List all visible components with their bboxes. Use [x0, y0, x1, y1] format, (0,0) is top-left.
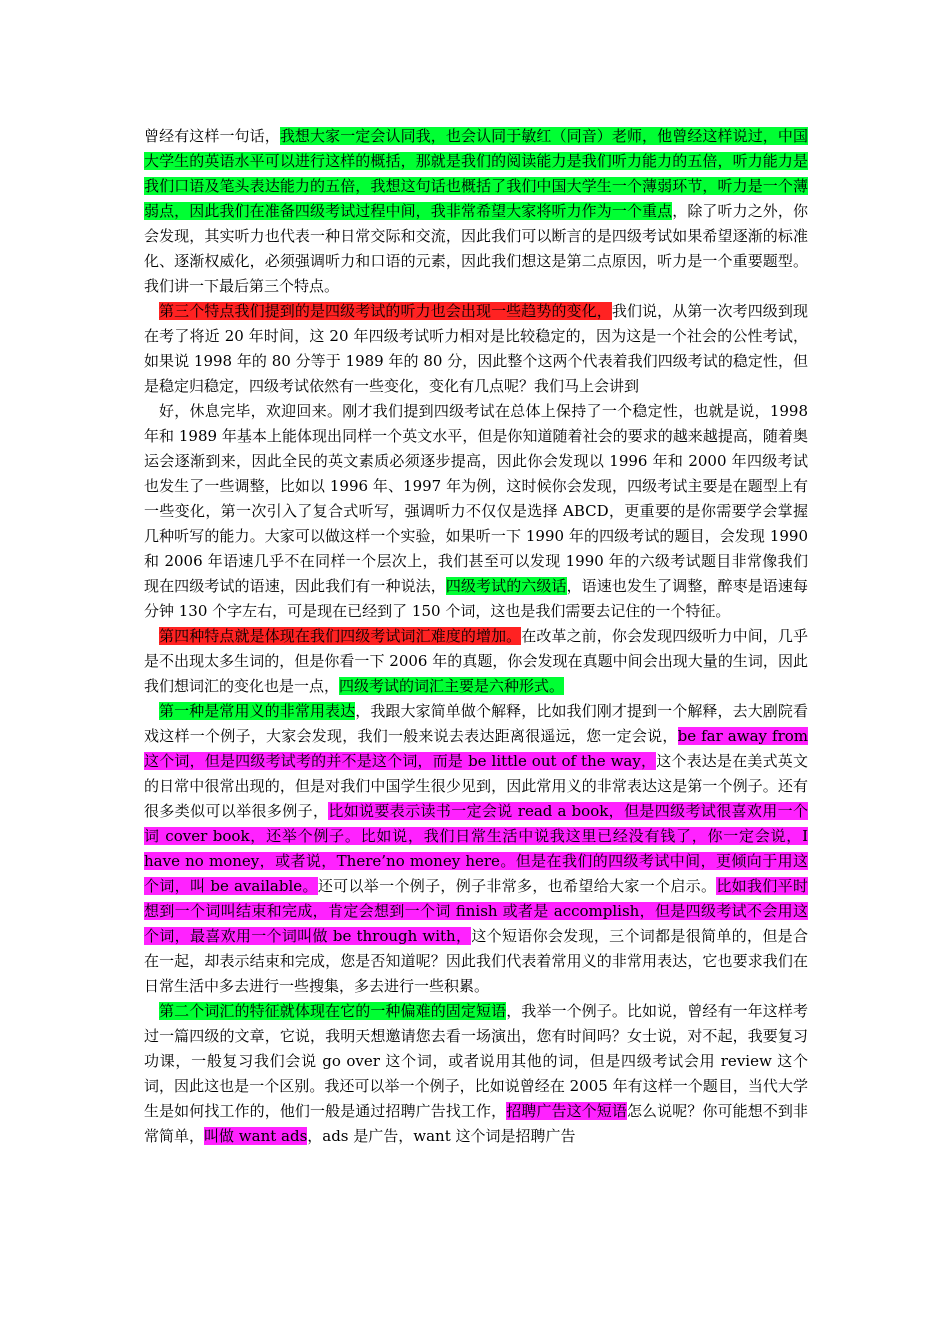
paragraph-3 — [144, 399, 808, 624]
highlighted-text-green: 我想大家一定会认同我，也会认同于敏红（同音）老师，他曾经这样说过，中国大学生的英语水平可以进行这样的概括，那就是我们的阅读能力是我们听力能力的五倍，听力能力是我们口语及笔头表达能力的五倍，我想这句话也概括了我们中国大学生一个薄弱环节，听力是一个薄弱点，因此我们在准备四级考试过程中间，我非常希望大家将听力作为一个重点 — [144, 127, 808, 220]
text-segment: ，语速也发生了调整，醉枣是语速每分钟 130 个字左右，可是现在已经到了 150 个词，这也是我们需要去记住的一个特征。 — [144, 577, 808, 620]
highlighted-text-pink: 比如说要表示读书一定会说 read a book，但是四级考试很喜欢用一个词 cover book，还举个例子。比如说，我们日常生活中说我这里已经没有钱了，你一定会说，I have no money，或者说，There’no money here。但是在我们的四级考试中间，更倾向于用这个词，叫 be available。 — [144, 802, 808, 895]
text-segment: 好，休息完毕，欢迎回来。刚才我们提到四级考试在总体上保持了一个稳定性，也就是说，1998 年和 1989 年基本上能体现出同样一个英文水平，但是你知道随着社会的要求的越来越提高，随着奥运会逐渐到来，因此全民的英文素质必须逐步提高，因此你会发现以 1996 年和 2000 年四级考试也发生了一些调整，比如以 1996 年、1997 年为例，这时候你会发现，四级考试主要是在题型上有一些变化，第一次引入了复合式听写，强调听力不仅仅是选择 ABCD，更重要的是你需要学会掌握几种听写的能力。大家可以做这样一个实验，如果听一下 1990 年的四级考试的题目，会发现 1990 和 2006 年语速几乎不在同样一个层次上，我们甚至可以发现 1990 年的六级考试题目非常像我们现在四级考试的语速，因此我们有一种说法， — [144, 402, 808, 595]
text-segment: 这个表达是在美式英文的日常中很常出现的，但是对我们中国学生很少见到，因此常用义的非常表达这是第一个例子。还有很多类似可以举很多例子， — [144, 752, 808, 820]
paragraph-5 — [144, 699, 808, 999]
highlighted-text-pink: 比如我们平时想到一个词叫结束和完成，肯定会想到一个词 finish 或者是 accomplish，但是四级考试不会用这个词，最喜欢用一个词叫做 be through with， — [144, 877, 808, 945]
text-segment: 这个短语你会发现，三个词都是很简单的，但是合在一起，却表示结束和完成，您是否知道呢？因此我们代表着常用义的非常用表达，它也要求我们在日常生活中多去进行一些搜集，多去进行一些积累。 — [144, 927, 808, 995]
text-segment: ，我举一个例子。比如说，曾经有一年这样考过一篇四级的文章，它说，我明天想邀请您去看一场演出，您有时间吗？女士说，对不起，我要复习功课，一般复习我们会说 go over 这个词，或者说用其他的词，但是四级考试会用 review 这个词，因此这也是一个区别。我还可以举一个例子，比如说曾经在 2005 年有这样一个题目，当代大学生是如何找工作的，他们一般是通过招聘广告找工作， — [144, 1002, 808, 1120]
text-segment: 还可以举一个例子，例子非常多，也希望给大家一个启示。 — [317, 877, 717, 895]
paragraph-2 — [144, 299, 808, 399]
highlighted-text-green: 四级考试的六级话 — [445, 577, 567, 595]
text-segment: 曾经有这样一句话， — [144, 127, 280, 145]
text-segment: 在改革之前，你会发现四级听力中间，几乎是不出现太多生词的，但是你看一下 2006 年的真题，你会发现在真题中间会出现大量的生词，因此我们想词汇的变化也是一点， — [144, 627, 808, 695]
paragraph-4 — [144, 624, 808, 699]
text-segment: 怎么说呢？你可能想不到非常简单， — [144, 1102, 808, 1145]
highlighted-text-pink: be far away from 这个词，但是四级考试考的并不是这个词，而是 be little out of the way， — [144, 727, 808, 770]
paragraph-1 — [144, 124, 808, 299]
highlighted-text-green: 四级考试的词汇主要是六种形式。 — [339, 677, 565, 695]
text-segment: ，我跟大家简单做个解释，比如我们刚才提到一个解释，去大剧院看戏这样一个例子，大家会发现，我们一般来说去表达距离很遥远，您一定会说， — [144, 702, 808, 745]
text-segment: 我们说，从第一次考四级到现在考了将近 20 年时间，这 20 年四级考试听力相对是比较稳定的，因为这是一个社会的公性考试，如果说 1998 年的 80 分等于 1989 年的 80 分，因此整个这两个代表着我们四级考试的稳定性，但是稳定归稳定，四级考试依然有一些变化，变化有几点呢？我们马上会讲到 — [144, 302, 808, 395]
highlighted-text-pink: 招聘广告这个短语 — [506, 1102, 627, 1120]
paragraph-6 — [144, 999, 808, 1149]
highlighted-text-pink: 叫做 want ads — [204, 1127, 308, 1145]
highlighted-text-green: 第一种是常用义的非常用表达 — [159, 702, 356, 720]
highlighted-text-red: 第三个特点我们提到的是四级考试的听力也会出现一些趋势的变化， — [159, 302, 612, 320]
document-page — [144, 124, 808, 1149]
highlighted-text-green: 第二个词汇的特征就体现在它的一种偏难的固定短语 — [159, 1002, 507, 1020]
text-segment: ，ads 是广告，want 这个词是招聘广告 — [307, 1127, 576, 1145]
highlighted-text-red: 第四种特点就是体现在我们四级考试词汇难度的增加。 — [159, 627, 522, 645]
text-segment: ，除了听力之外，你会发现，其实听力也代表一种日常交际和交流，因此我们可以断言的是四级考试如果希望逐渐的标准化、逐渐权威化，必须强调听力和口语的元素，因此我们想这是第二点原因，听力是一个重要题型。我们讲一下最后第三个特点。 — [144, 202, 808, 295]
